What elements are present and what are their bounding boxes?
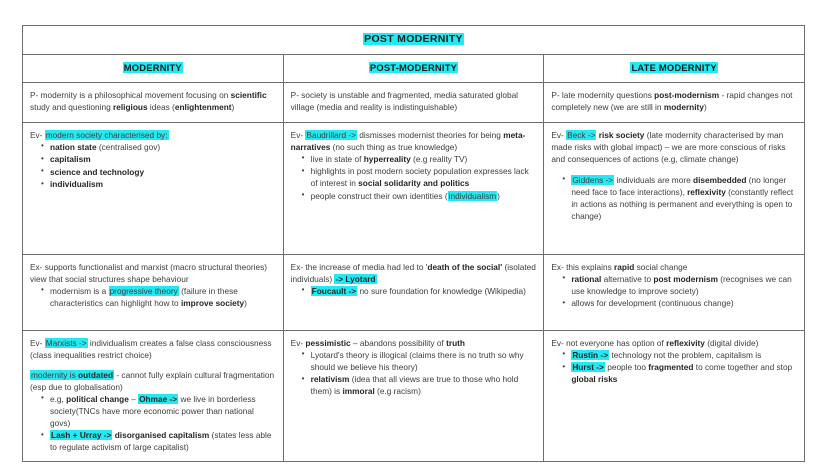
text-highlight: Rustin -> <box>572 349 609 360</box>
text-lead: Ev- <box>30 129 45 140</box>
text-lead: Ev- <box>551 129 567 140</box>
cell-evidence2-late-modernity <box>544 330 805 461</box>
cell-point-modernity <box>23 82 284 122</box>
table-header-row <box>23 55 805 83</box>
text-end: ) <box>703 101 707 112</box>
text-bold: nation state <box>50 141 97 152</box>
table-row-explain <box>23 254 805 330</box>
list-item <box>41 429 276 453</box>
paragraph <box>291 261 537 285</box>
list-item <box>41 166 276 178</box>
column-header-label: MODERNITY <box>123 62 182 74</box>
text-pre: e.g, <box>50 393 67 404</box>
text-plain: modernity is <box>31 369 79 380</box>
paragraph <box>551 129 797 165</box>
list-item <box>302 165 537 189</box>
notes-sheet <box>22 25 805 453</box>
cell-point-post-modernity <box>283 82 544 122</box>
text-bold: science and technology <box>50 166 145 177</box>
text-bold: relativism <box>310 374 350 385</box>
text-mid: – abandons possibility of <box>350 337 447 348</box>
text-rest: - cannot fully explain cultural fragmentation (esp due to globalisation) <box>30 369 275 392</box>
table-row-evidence-2 <box>23 330 805 461</box>
text-post: (constantly reflect in actions as nothing is permanent and everything is open to change) <box>571 186 794 221</box>
text-highlight: progressive theory <box>109 285 178 296</box>
list-item: • allows for development (continuous change) <box>562 297 797 309</box>
text-bold: hyperreality <box>363 153 411 164</box>
list-item <box>41 393 276 429</box>
text-bold: immoral <box>342 386 375 397</box>
text-bold: risk society <box>596 129 645 140</box>
text-mid: individuals are more <box>614 174 693 185</box>
text-post: (recognises we can use knowledge to improve society) <box>571 273 792 296</box>
cell-evidence1-late-modernity <box>544 122 805 254</box>
list-item <box>302 285 537 297</box>
text-bold: outdated <box>78 369 114 380</box>
list-item <box>562 174 797 222</box>
text-pre: highlights in post modern society population expresses lack of interest in <box>310 166 529 189</box>
column-header-late-modernity <box>544 55 805 83</box>
table-title-row <box>23 26 805 55</box>
cell-evidence1-post-modernity <box>283 122 544 254</box>
column-header-label: POST-MODERNITY <box>369 62 458 74</box>
text-bold: global risks <box>571 374 618 385</box>
paragraph: Ex- supports functionalist and marxist (macro structural theories) view that social structures shape behaviour <box>30 261 268 284</box>
text-mid: – <box>128 393 139 404</box>
text-mid: people too <box>604 362 649 373</box>
text-highlight: Foucault -> <box>311 285 357 296</box>
paragraph <box>551 337 797 349</box>
table-title-cell <box>23 26 805 55</box>
paragraph <box>30 129 276 141</box>
bullet-list <box>291 285 537 297</box>
text-bold: post-modernism <box>654 89 720 100</box>
bullet-list <box>291 153 537 202</box>
text-lead: P- late modernity questions <box>551 89 655 100</box>
text-highlight: Lash + Urray -> <box>51 430 112 441</box>
text-mid: study and questioning <box>30 101 114 112</box>
bullet-list <box>551 349 797 386</box>
text-bold: post modernism <box>653 273 718 284</box>
bullet-list <box>30 141 276 191</box>
text-lead: Ev- <box>290 337 306 348</box>
text-lead: Ex- this explains <box>551 261 615 272</box>
list-item <box>302 153 537 165</box>
text-post: ) <box>497 190 500 201</box>
text-post: technology not the problem, capitalism is <box>609 349 762 360</box>
text-lead: Ex- the increase of media had led to ' <box>290 261 428 272</box>
cell-evidence2-modernity <box>23 330 284 461</box>
text-tail: social change <box>634 261 688 272</box>
paragraph <box>291 337 537 349</box>
bullet-list <box>551 273 797 310</box>
text-mid: alternative to <box>601 273 654 284</box>
text-post: (states less able to regulate activism of large capitalist) <box>50 430 272 453</box>
text-bold: truth <box>446 337 466 348</box>
text-rest: (centralised gov) <box>96 141 161 152</box>
text-bold: individualism <box>50 179 104 190</box>
list-item <box>41 285 276 309</box>
paragraph <box>551 261 797 273</box>
text-after: dismisses modernist theories for being <box>357 129 504 140</box>
page-title: POST MODERNITY <box>364 33 463 45</box>
text-highlight: Ohmae -> <box>139 393 178 404</box>
text-highlight <box>30 370 114 380</box>
text-end: ) <box>231 101 235 112</box>
cell-explain-modernity <box>23 254 284 330</box>
paragraph: P- society is unstable and fragmented, media saturated global village (media and reality is indistinguishable) <box>290 89 519 112</box>
cell-explain-post-modernity <box>283 254 544 330</box>
text-highlight: modern society characterised by: <box>45 129 168 140</box>
post-modernity-notes-table <box>22 25 805 462</box>
bullet-list <box>30 393 276 454</box>
text-highlight: Baudrillard -> <box>306 129 356 140</box>
text-bold: reflexivity <box>687 186 726 197</box>
text-highlight: Beck -> <box>567 129 596 140</box>
text-pre: people construct their own identities ( <box>310 190 448 201</box>
cell-explain-late-modernity <box>544 254 805 330</box>
text-tail: (late modernity characterised by man made risks with global impact) – we are more conscious of risks and consequences of actions (e.g, climate change) <box>551 129 786 164</box>
table-row-point <box>23 82 805 122</box>
text-bold: pessimistic <box>305 337 351 348</box>
text-mid: (idea that all views are true to those who hold them) is <box>310 374 519 397</box>
table-row-evidence-1 <box>23 122 805 254</box>
list-item <box>562 273 797 297</box>
text-lead: Ev- <box>290 129 306 140</box>
text-tail: ideas ( <box>147 101 175 112</box>
text-bold: capitalism <box>50 154 91 165</box>
paragraph <box>30 369 276 393</box>
text-highlight: Hurst -> <box>572 362 604 373</box>
paragraph <box>30 89 276 113</box>
list-item <box>41 178 276 190</box>
bullet-list <box>551 174 797 222</box>
text-bold: modernity <box>663 101 704 112</box>
text-highlight: Giddens -> <box>572 174 614 185</box>
text-lead: Ev- not everyone has option of <box>551 337 667 348</box>
text-bold: improve society <box>180 297 245 308</box>
paragraph <box>291 129 537 153</box>
text-mid: - rapid changes not completely new (we are still in <box>551 89 793 112</box>
text-mid: (no longer need face to face interactions), <box>571 174 787 197</box>
text-bold: fragmented <box>648 362 694 373</box>
text-lead: P- modernity is a philosophical movement focusing on <box>30 89 231 100</box>
text-bold: political change <box>66 393 129 404</box>
text-post: ) <box>244 297 247 308</box>
text-highlight: individualism <box>448 190 497 201</box>
text-bold: scientific <box>230 89 267 100</box>
text-bold: religious <box>113 101 148 112</box>
text-post: we live in borderless society(TNCs have more economic power than national govs) <box>50 393 256 428</box>
list-item <box>41 153 276 165</box>
list-item <box>562 361 797 385</box>
paragraph <box>551 89 797 113</box>
text-mid: (failure in these characteristics can highlight how to <box>50 285 238 308</box>
column-header-post-modernity <box>283 55 544 83</box>
text-highlight: Marxists -> <box>45 337 87 348</box>
list-item <box>562 349 797 361</box>
text-bold: meta-narratives <box>290 129 526 152</box>
text-bold: rational <box>571 273 602 284</box>
bullet-list <box>30 285 276 309</box>
text-tail: (digital divide) <box>704 337 759 348</box>
text-tail: (no such thing as true knowledge) <box>330 141 458 152</box>
text-post: (e.g racism) <box>374 386 421 397</box>
text-post: no sure foundation for knowledge (Wikipedia) <box>357 285 526 296</box>
text-lead: Ev- <box>30 337 45 348</box>
text-bold: rapid <box>614 261 635 272</box>
text-pre: modernism is a <box>50 285 109 296</box>
list-item <box>302 373 537 397</box>
text-mid: to come together and stop <box>693 362 793 373</box>
cell-evidence2-post-modernity <box>283 330 544 461</box>
list-item <box>302 190 537 202</box>
text-after: individualism creates a false class consciousness (class inequalities restrict choice) <box>30 337 272 360</box>
text-bold: reflexivity <box>666 337 705 348</box>
column-header-modernity <box>23 55 284 83</box>
text-highlight: -> Lyotard <box>335 273 376 284</box>
cell-point-late-modernity <box>544 82 805 122</box>
bullet-list <box>291 349 537 398</box>
text-bold: disorganised capitalism <box>112 430 210 441</box>
column-header-label: LATE MODERNITY <box>631 62 717 74</box>
text-mid: (isolated individuals) <box>290 261 536 284</box>
text-pre: live in state of <box>310 153 364 164</box>
text-post: (e.g reality TV) <box>410 153 468 164</box>
paragraph <box>30 337 276 361</box>
text-bold: disembedded <box>693 174 747 185</box>
list-item <box>41 141 276 153</box>
text-bold: enlightenment <box>174 101 232 112</box>
text-bold: social solidarity and politics <box>358 178 470 189</box>
cell-evidence1-modernity <box>23 122 284 254</box>
list-item: • Lyotard's theory is illogical (claims there is no truth so why should we believe his theory) <box>302 349 537 373</box>
text-bold: death of the social' <box>427 261 503 272</box>
